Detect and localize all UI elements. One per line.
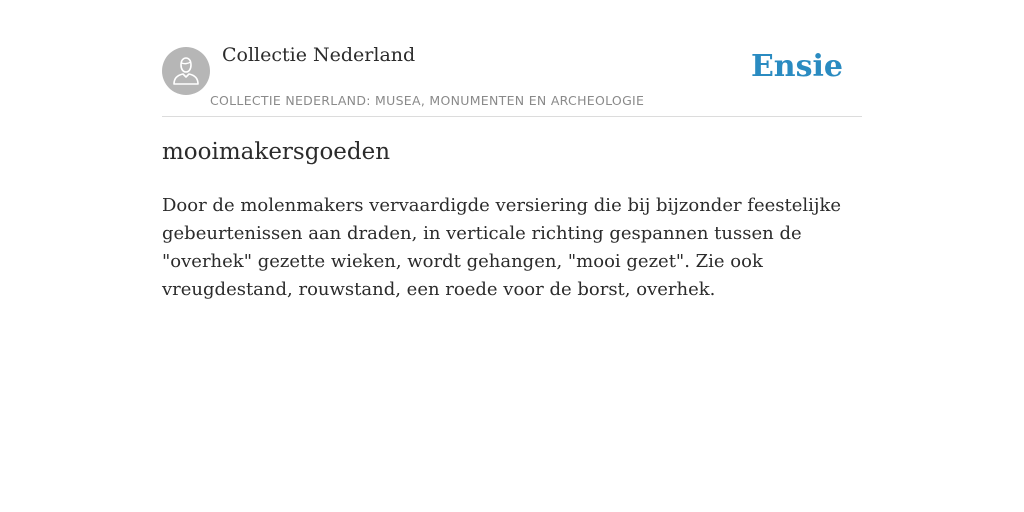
user-icon (172, 56, 200, 86)
author-name[interactable]: Collectie Nederland (222, 44, 416, 66)
entry-body: Door de molenmakers vervaardigde versiering die bij bijzonder feestelijke gebeurtenissen aan draden, in verticale richting gespannen tussen de "overhek" gezette wieken, wordt gehangen, "mooi gezet". Zie ook vreugdestand, rouwstand, een roede voor de borst, overhek. (162, 195, 842, 300)
avatar[interactable] (162, 47, 210, 95)
entry-title: mooimakersgoeden (162, 139, 391, 165)
entry-header (162, 0, 862, 117)
ensie-logo[interactable]: Ensie (750, 49, 843, 84)
entry-card (162, 0, 862, 300)
source-label[interactable]: COLLECTIE NEDERLAND: MUSEA, MONUMENTEN EN ARCHEOLOGIE (210, 93, 645, 108)
